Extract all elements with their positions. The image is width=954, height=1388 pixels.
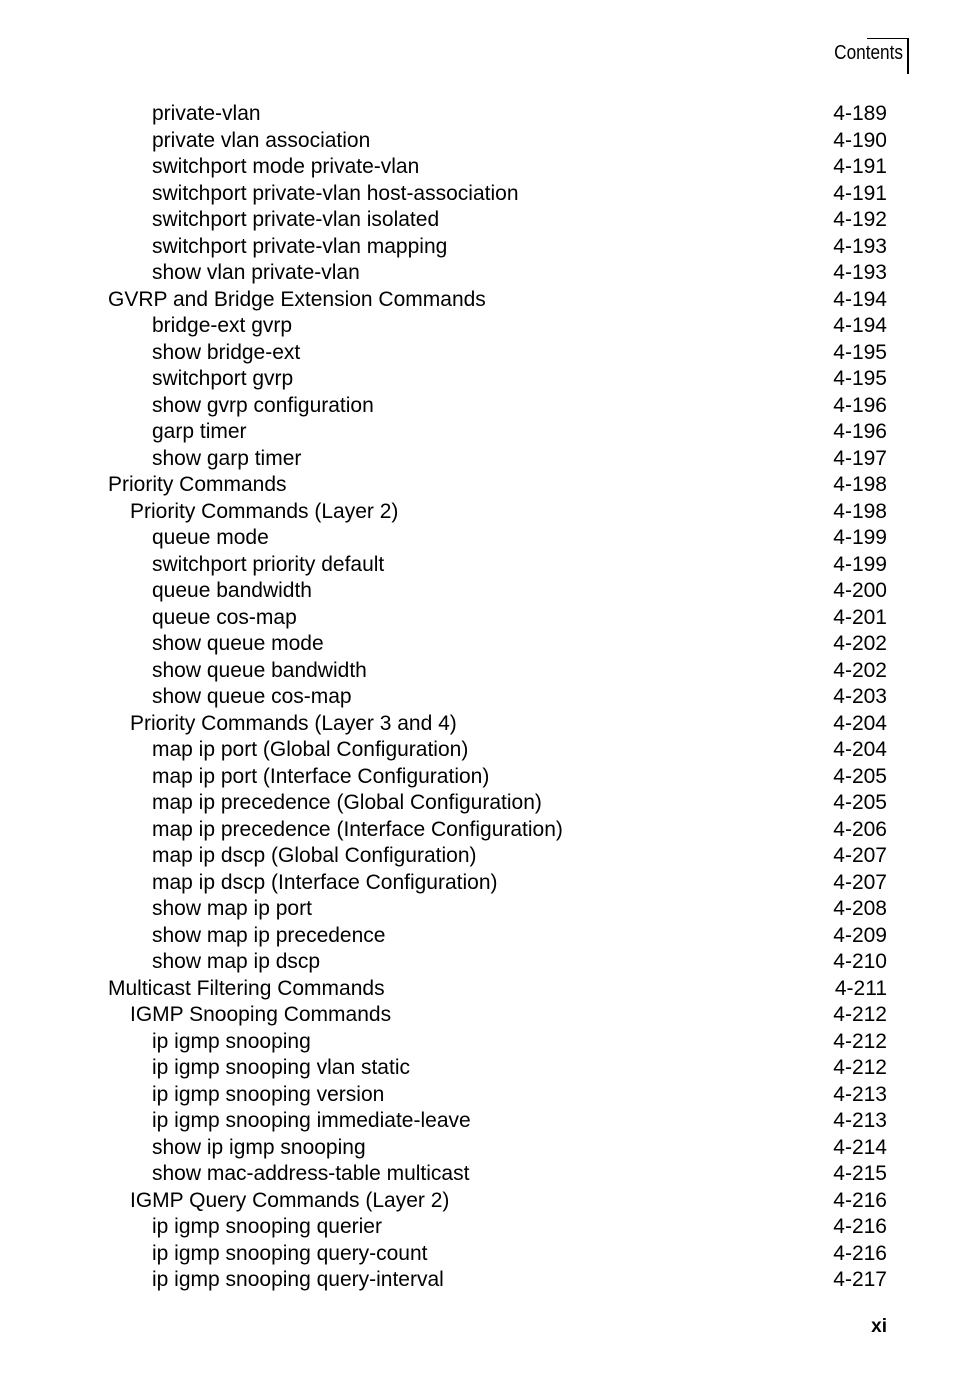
toc-entry-page: 4-197: [833, 446, 887, 470]
toc-entry-page: 4-213: [833, 1109, 887, 1132]
toc-entry-page: 4-208: [833, 897, 887, 920]
toc-entry[interactable]: [0, 260, 954, 287]
toc-entry[interactable]: [0, 1002, 954, 1029]
toc-entry-title: show ip igmp snooping: [152, 1135, 366, 1159]
table-of-contents: [0, 101, 954, 1294]
toc-entry-title: ip igmp snooping: [152, 1029, 311, 1053]
toc-entry[interactable]: [0, 472, 954, 499]
toc-entry-page: 4-203: [833, 685, 887, 708]
toc-entry[interactable]: [0, 870, 954, 897]
toc-entry-title: map ip dscp (Interface Configuration): [152, 870, 498, 894]
toc-entry-title: show mac-address-table multicast: [152, 1162, 470, 1185]
toc-entry-title: ip igmp snooping immediate-leave: [152, 1109, 471, 1132]
toc-entry-title: private vlan association: [152, 128, 371, 152]
toc-entry[interactable]: [0, 896, 954, 923]
toc-entry-title: Multicast Filtering Commands: [108, 976, 385, 1000]
toc-entry-page: 4-216: [833, 1215, 887, 1238]
toc-entry[interactable]: [0, 366, 954, 393]
toc-entry-page: 4-204: [833, 711, 887, 735]
toc-entry[interactable]: [0, 578, 954, 605]
toc-entry-title: switchport private-vlan isolated: [152, 208, 440, 231]
page-number: xi: [871, 1316, 887, 1337]
toc-entry-page: 4-213: [833, 1082, 887, 1106]
toc-entry-page: 4-217: [833, 1268, 887, 1291]
toc-entry[interactable]: [0, 1082, 954, 1109]
toc-entry-title: Priority Commands (Layer 3 and 4): [130, 711, 457, 735]
toc-entry-title: show queue cos-map: [152, 685, 352, 708]
toc-entry[interactable]: [0, 631, 954, 658]
toc-entry[interactable]: [0, 287, 954, 314]
toc-entry[interactable]: [0, 525, 954, 552]
toc-entry-title: queue mode: [152, 526, 269, 549]
toc-entry-page: 4-191: [833, 181, 887, 205]
toc-entry-page: 4-207: [833, 844, 887, 867]
toc-entry-page: 4-199: [833, 526, 887, 549]
toc-entry-title: switchport private-vlan host-association: [152, 181, 519, 205]
toc-entry-title: show map ip precedence: [152, 923, 386, 947]
toc-entry-title: show map ip port: [152, 897, 312, 920]
toc-entry-page: 4-207: [833, 870, 887, 894]
toc-entry-title: ip igmp snooping query-count: [152, 1241, 428, 1265]
toc-entry[interactable]: [0, 1055, 954, 1082]
toc-entry[interactable]: [0, 499, 954, 526]
toc-entry-page: 4-202: [833, 632, 887, 655]
toc-entry[interactable]: [0, 181, 954, 208]
toc-entry[interactable]: [0, 419, 954, 446]
header-rule-vertical: [907, 38, 909, 74]
toc-entry[interactable]: [0, 764, 954, 791]
toc-entry-title: IGMP Query Commands (Layer 2): [130, 1188, 450, 1212]
toc-entry-title: bridge-ext gvrp: [152, 314, 293, 337]
toc-entry[interactable]: [0, 658, 954, 685]
toc-entry[interactable]: [0, 1029, 954, 1056]
toc-entry[interactable]: [0, 923, 954, 950]
toc-entry-page: 4-198: [833, 499, 887, 523]
toc-entry-page: 4-190: [833, 128, 887, 152]
toc-entry-page: 4-193: [833, 261, 887, 284]
toc-entry-page: 4-212: [833, 1056, 887, 1079]
toc-entry-page: 4-201: [833, 605, 887, 629]
toc-entry-title: GVRP and Bridge Extension Commands: [108, 287, 486, 311]
toc-entry-title: switchport mode private-vlan: [152, 155, 420, 178]
toc-entry[interactable]: [0, 446, 954, 473]
toc-entry-title: IGMP Snooping Commands: [130, 1003, 392, 1026]
toc-entry-page: 4-212: [833, 1029, 887, 1053]
toc-entry-title: ip igmp snooping query-interval: [152, 1268, 444, 1291]
toc-entry[interactable]: [0, 393, 954, 420]
toc-entry-title: show vlan private-vlan: [152, 261, 360, 284]
toc-entry-page: 4-216: [833, 1241, 887, 1265]
toc-entry-page: 4-195: [833, 340, 887, 364]
toc-entry[interactable]: [0, 684, 954, 711]
toc-entry-page: 4-195: [833, 367, 887, 390]
toc-entry-page: 4-202: [833, 658, 887, 682]
toc-entry-page: 4-196: [833, 393, 887, 417]
toc-entry-page: 4-191: [833, 155, 887, 178]
toc-entry[interactable]: [0, 1108, 954, 1135]
section-label: Contents: [834, 42, 903, 64]
toc-entry-page: 4-200: [833, 579, 887, 602]
toc-entry-title: map ip precedence (Global Configuration): [152, 791, 542, 814]
toc-entry-page: 4-194: [833, 314, 887, 337]
toc-entry-page: 4-214: [833, 1135, 887, 1159]
toc-entry-title: ip igmp snooping version: [152, 1082, 385, 1106]
toc-entry-title: garp timer: [152, 420, 247, 443]
toc-entry-page: 4-193: [833, 234, 887, 258]
header-rule-horizontal: [867, 38, 909, 39]
toc-entry-title: switchport priority default: [152, 552, 385, 576]
toc-entry[interactable]: [0, 1135, 954, 1162]
toc-entry-page: 4-204: [833, 738, 887, 761]
toc-entry-title: show map ip dscp: [152, 950, 321, 973]
toc-entry[interactable]: [0, 1214, 954, 1241]
toc-entry[interactable]: [0, 552, 954, 579]
toc-entry[interactable]: [0, 154, 954, 181]
toc-entry-page: 4-205: [833, 764, 887, 788]
toc-entry-title: map ip port (Interface Configuration): [152, 764, 490, 788]
toc-entry-page: 4-211: [834, 976, 887, 1000]
toc-entry-title: Priority Commands (Layer 2): [130, 499, 399, 523]
toc-entry-title: show garp timer: [152, 446, 302, 470]
toc-entry-title: switchport gvrp: [152, 367, 294, 390]
toc-entry[interactable]: [0, 737, 954, 764]
toc-entry[interactable]: [0, 101, 954, 128]
toc-entry-title: show queue mode: [152, 632, 324, 655]
toc-entry-page: 4-212: [833, 1003, 887, 1026]
toc-entry[interactable]: [0, 976, 954, 1003]
toc-entry[interactable]: [0, 605, 954, 632]
toc-entry-title: show queue bandwidth: [152, 658, 367, 682]
toc-entry-title: ip igmp snooping vlan static: [152, 1056, 410, 1079]
toc-entry-title: map ip dscp (Global Configuration): [152, 844, 477, 867]
toc-entry-page: 4-198: [833, 473, 887, 496]
toc-entry-title: show gvrp configuration: [152, 393, 374, 417]
toc-entry[interactable]: [0, 340, 954, 367]
toc-entry-title: show bridge-ext: [152, 340, 301, 364]
toc-entry-page: 4-216: [833, 1188, 887, 1212]
toc-entry-title: Priority Commands: [108, 473, 287, 496]
toc-entry-title: switchport private-vlan mapping: [152, 234, 448, 258]
toc-entry-page: 4-189: [833, 102, 887, 125]
toc-entry[interactable]: [0, 711, 954, 738]
toc-entry-page: 4-199: [833, 552, 887, 576]
toc-entry[interactable]: [0, 1188, 954, 1215]
toc-entry-page: 4-194: [833, 287, 887, 311]
toc-entry[interactable]: [0, 1241, 954, 1268]
toc-entry-page: 4-206: [833, 817, 887, 841]
toc-entry-page: 4-210: [833, 950, 887, 973]
toc-entry[interactable]: [0, 817, 954, 844]
toc-entry-title: ip igmp snooping querier: [152, 1215, 382, 1238]
toc-entry-page: 4-209: [833, 923, 887, 947]
toc-entry-page: 4-196: [833, 420, 887, 443]
toc-entry[interactable]: [0, 128, 954, 155]
toc-entry-title: map ip precedence (Interface Configuration): [152, 817, 563, 841]
toc-entry-title: private-vlan: [152, 102, 261, 125]
toc-entry[interactable]: [0, 313, 954, 340]
toc-entry-title: queue bandwidth: [152, 579, 312, 602]
toc-entry[interactable]: [0, 1267, 954, 1294]
toc-entry-page: 4-215: [833, 1162, 887, 1185]
toc-entry[interactable]: [0, 843, 954, 870]
toc-entry-title: map ip port (Global Configuration): [152, 738, 469, 761]
toc-entry[interactable]: [0, 234, 954, 261]
toc-entry[interactable]: [0, 790, 954, 817]
toc-entry-title: queue cos-map: [152, 605, 297, 629]
toc-entry-page: 4-192: [833, 208, 887, 231]
toc-entry[interactable]: [0, 949, 954, 976]
toc-entry[interactable]: [0, 207, 954, 234]
toc-entry-page: 4-205: [833, 791, 887, 814]
toc-entry[interactable]: [0, 1161, 954, 1188]
